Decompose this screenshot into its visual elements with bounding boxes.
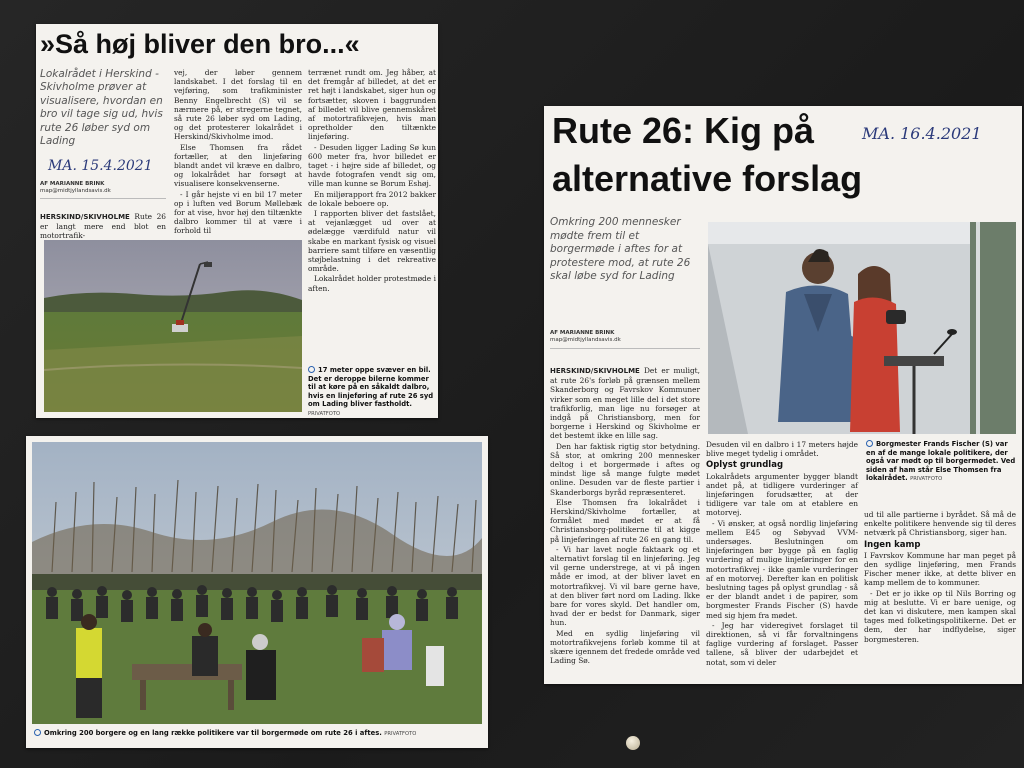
photo-credit: PRIVATFOTO <box>308 410 341 417</box>
headline-line-1: Rute 26: Kig på <box>552 110 815 151</box>
paragraph: Det er muligt, at rute 26's forløb på grænsen mellem Skanderborg og Favrskov Kommuner virker som en meget lille del i det store trafikforlig, man lige nu forsøger at indgå på Christiansborg, men for borgerne i Herskind og Skivholme er det bestemt ikke en lille sag. <box>550 366 701 441</box>
byline <box>40 181 166 195</box>
paragraph: Lokalrådets argumenter bygger blandt andet på, at tidligere vurderinger af linjeføringen forudsætter, at der tidligere var tale om at etablere en motorvej. <box>706 471 858 518</box>
caption-text: Borgmester Frands Fischer (S) var en af de mange lokale politikere, der også var mødt op til borgermødet. Ved siden af ham står Else Thomsen fra lokalrådet. <box>866 440 1016 483</box>
caption-bullet-icon <box>308 366 315 373</box>
paragraph: Med en sydlig linjeføring vil motortrafikvejens forløb komme til at skære igennem det fredede område ved Lading Sø. <box>550 628 700 666</box>
byline-author: AF MARIANNE BRINK <box>40 181 105 187</box>
byline-divider <box>40 198 166 199</box>
byline-divider <box>550 348 700 349</box>
article-column-3 <box>308 68 436 322</box>
photo-crowd-meeting <box>32 442 482 724</box>
article-column-2 <box>706 440 858 680</box>
photo-caption <box>308 366 436 419</box>
caption-bullet-icon <box>34 729 41 736</box>
subheading-ingen-kamp: Ingen kamp <box>864 539 921 550</box>
handwritten-date: MA. 16.4.2021 <box>862 124 982 143</box>
byline-author: AF MARIANNE BRINK <box>550 330 615 336</box>
paragraph: En miljørapport fra 2012 bakker de lokale beboere op. <box>308 189 436 208</box>
paragraph: I rapporten bliver det fastslået, at vejanlægget ud over at ødelægge værdifuld natur vil skabe en markant fysisk og visuel barriere samt tilføre en væsentlig støjbelastning i det rekreative område. <box>308 209 436 274</box>
dateline: HERSKIND/SKIVHOLME <box>550 367 640 375</box>
paragraph: terrænet rundt om. Jeg håber, at det fremgår af billedet, at det er ret højt i landskabet, siger hun og fortsætter, skoven i baggrunden af billedet vil blive gennemskåret af motortrafikvejen, hvis man opretholder den tiltænkte linjeføring. <box>308 68 436 142</box>
clipping-route26-article <box>544 106 1022 684</box>
caption-text: Omkring 200 borgere og en lang række politikere var til borgermøde om rute 26 i aftes. <box>44 729 382 737</box>
paragraph: - I går hejste vi en bil 17 meter op i luften ved Borum Møllebæk for at vise, hvor høj den tiltænkte dalbro kommer til at være i forhold til <box>174 189 302 236</box>
headline-line-2: alternative forslag <box>552 158 863 199</box>
paragraph: Else Thomsen fra rådet fortæller, at den linjeføring blandt andet vil kræve en dalbro, og lokalrådet har forsøgt at visualisere konsekvenserne. <box>174 142 302 189</box>
crowd-photo-illustration <box>32 442 482 724</box>
caption-bullet-icon <box>866 440 873 447</box>
paragraph: Desuden vil en dalbro i 17 meters højde blive meget tydelig i området. <box>706 440 858 459</box>
headline: »Så høj bliver den bro...« <box>40 29 360 59</box>
paragraph: Lokalrådet holder protestmøde i aften. <box>308 274 436 293</box>
photo-caption <box>34 729 474 739</box>
article-column-3 <box>864 510 1016 680</box>
paragraph: ud til alle partierne i byrådet. Så må de enkelte politikere henvende sig til deres netværk på Christiansborg, siger han. <box>864 510 1016 538</box>
paragraph: vej, der løber gennem landskabet. I det forslag til en vejføring, som trafikminister Benny Engelbrecht (S) vil se nærmere på, er stregerne tegnet, så rute 26 løber syd om Lading, og det protesterer lokalrådet i Herskind/Skivholme imod. <box>174 68 302 142</box>
paragraph: - Jeg har videregivet forslaget til direktionen, så vi får forvaltningens faglige vurdering af forslaget. Passer tallene, så bliver der udarbejdet et notat, som vi deler <box>706 620 858 667</box>
paragraph: Den har faktisk rigtig stor betydning. Så stor, at omkring 200 mennesker deltog i et borgermøde i aftes og mindst lige så mange fulgte mødet online. Desuden var de fleste partier i Skanderborgs byråd repræsenteret. <box>550 441 700 497</box>
subheading-oplyst-grundlag: Oplyst grundlag <box>706 460 784 471</box>
lead-text: Lokalrådet i Herskind - Skivholme prøver at visualisere, hvordan en bro vil tage sig ud, hvis rute 26 løber syd om Lading <box>40 68 163 148</box>
clipping-meeting-photo <box>26 436 488 748</box>
article-column-1 <box>40 212 166 241</box>
caption-text: 17 meter oppe svæver en bil. Det er deroppe bilerne kommer til at køre på en såkaldt dalbro, hvis en linjeføring af rute 26 syd om Lading bliver fastholdt. <box>308 366 434 409</box>
clipping-bridge-article <box>36 24 438 418</box>
paragraph: - Vi ønsker, at også nordlig linjeføring mellem E45 og Søbyvad VVM-undersøges. Beslutningen om linjeføringen bør bygge på en faglig vurdering af mulige linjeføringer for en motortrafikvej - ikke gamle vurderinger af en motorvej. Derefter kan en politisk beslutning tages på oplyst grundlag - så er der blandt andet i de papirer, som borgmester Frands Fischer (S) havde med sig hjem fra mødet. <box>706 518 858 620</box>
paragraph: Else Thomsen fra lokalrådet i Herskind/Skivholme fortæller, at formålet med mødet er at få Christiansborg-politikerne til at kigge på linjeføringen af rute 26 en gang til. <box>550 497 700 544</box>
byline <box>550 330 700 344</box>
byline-email: map@midtjyllandsavis.dk <box>550 337 621 343</box>
dateline: HERSKIND/SKIVHOLME <box>40 213 130 221</box>
photo-credit: PRIVATFOTO <box>910 476 943 483</box>
lead-text: Omkring 200 mennesker mødte frem til et borgermøde i aftes for at protestere mod, at rute 26 skal løbe syd for Lading <box>550 216 691 283</box>
paragraph: - Desuden ligger Lading Sø kun 600 meter fra, hvor billedet er taget - i højre side af billedet, og havde fotografen vendt sig om, ville man kunne se Borum Eshøj. <box>308 142 436 189</box>
column-text: Rute 26 er langt mere end blot en motortrafik- <box>40 212 166 241</box>
byline-email: map@midtjyllandsavis.dk <box>40 188 111 194</box>
article-column-2 <box>174 68 302 238</box>
photo-caption <box>866 440 1016 484</box>
paragraph: - Det er jo ikke op til Nils Borring og mig at beslutte. Vi er bare uenige, og det kan vi diskutere, men kampen skal tages med folketingspolitikerne. Det er dem, der har indflydelse, siger borgmesteren. <box>864 588 1016 644</box>
push-pin-icon <box>626 736 640 750</box>
crane-photo-illustration <box>44 240 302 412</box>
handwritten-date: MA. 15.4.2021 <box>48 158 153 174</box>
photo-mayor-at-podium <box>708 222 1016 434</box>
paragraph: I Favrskov Kommune har man peget på den sydlige linjeføring, men Frands Fischer mener ikke, at dette bliver en kamp mellem de to kommuner. <box>864 550 1016 588</box>
photo-credit: PRIVATFOTO <box>384 731 417 737</box>
photo-crane-in-field <box>44 240 302 412</box>
podium-photo-illustration <box>708 222 1016 434</box>
article-column-1 <box>550 366 700 680</box>
paragraph: - Vi har lavet nogle faktaark og et alternativt forslag til en linjeføring. Jeg vil gerne understrege, at vi på ingen måde er imod, at der bliver lavet en motortrafikvej. Vi vil bare gerne have, at den bliver ført nord om Lading. Ikke bare for vores skyld. Det handler om, hvad der er bedst for Danmark, siger hun. <box>550 544 700 628</box>
